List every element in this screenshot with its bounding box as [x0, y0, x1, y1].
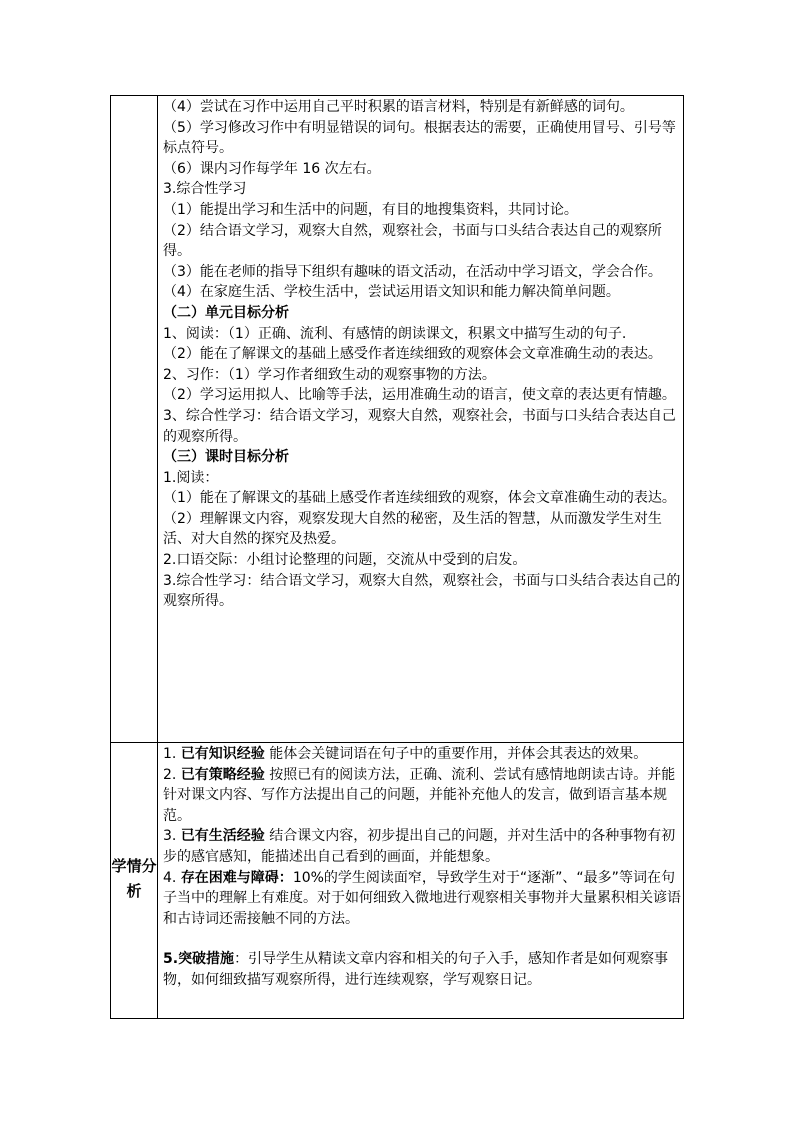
analysis-label: 学情分析 — [111, 857, 157, 900]
row-divider — [111, 742, 683, 743]
lesson-goal-line: 1.阅读： — [163, 469, 219, 486]
goal-line: 3.综合性学习 — [163, 181, 247, 198]
item-number: 3. — [163, 828, 181, 845]
lesson-goal-line: 2.口语交际：小组讨论整理的问题，交流从中受到的启发。 — [163, 552, 527, 569]
item-text: 10%的学生阅读面窄，导致学生对于“逐渐”、“最多”等词在句子当中的理解上有难度。对于如何细致入微地进行观察相关事物并大量累积相关谚语和古诗词还需接触不同的方法。 — [163, 869, 681, 927]
goal-line: （2）结合语文学习，观察大自然，观察社会，书面与口头结合表达自己的观察所得。 — [163, 222, 662, 260]
unit-goal-line: （2）学习运用拟人、比喻等手法，运用准确生动的语言，使文章的表达更有情趣。 — [163, 387, 676, 404]
item-term: 存在困难与障碍： — [180, 869, 293, 886]
item-term: 已有生活经验 — [180, 828, 265, 845]
item-text: 按照已有的阅读方法，正确、流利、尝试有感情地朗读古诗。并能针对课文内容、写作方法提出自己的问题，并能补充他人的发言，做到语言基本规范。 — [163, 766, 676, 824]
analysis-item — [163, 949, 681, 990]
goal-line: （1）能提出学习和生活中的问题，有目的地搜集资料，共同讨论。 — [163, 201, 578, 218]
lesson-goal-line: 3.综合性学习：结合语文学习，观察大自然，观察社会，书面与口头结合表达自己的观察所得。 — [163, 572, 681, 610]
lesson-goal-line: （2）理解课文内容，观察发现大自然的秘密，及生活的智慧，从而激发学生对生活、对大自然的探究及热爱。 — [163, 510, 662, 548]
item-number: 2. — [163, 766, 181, 783]
item-text: 能体会关键词语在句子中的重要作用，并体会其表达的效果。 — [264, 746, 648, 762]
item-number: 5. — [163, 951, 179, 968]
lesson-goals-heading: （三）课时目标分析 — [163, 449, 289, 466]
item-term: 已有策略经验 — [180, 766, 265, 783]
column-divider — [157, 96, 158, 1018]
item-term: 已有知识经验 — [180, 746, 265, 762]
goal-line: （4）尝试在习作中运用自己平时积累的语言材料，特别是有新鲜感的词句。 — [163, 99, 634, 115]
item-number: 1. — [163, 746, 181, 762]
item-number: 4. — [163, 869, 181, 886]
lesson-plan-table — [110, 95, 684, 1019]
unit-goal-line: （2）能在了解课文的基础上感受作者连续细致的观察体会文章准确生动的表达。 — [163, 346, 662, 363]
unit-goal-line: 3、综合性学习：结合语文学习，观察大自然，观察社会，书面与口头结合表达自己的观察所得。 — [163, 407, 676, 445]
item-term: 突破措施 — [178, 951, 235, 968]
unit-goals-heading: （二）单元目标分析 — [163, 304, 289, 321]
goal-line: （5）学习修改习作中有明显错误的词句。根据表达的需要，正确使用冒号、引号等标点符号。 — [163, 119, 676, 157]
lesson-goal-line: （1）能在了解课文的基础上感受作者连续细致的观察，体会文章准确生动的表达。 — [163, 490, 676, 507]
analysis-item — [163, 744, 681, 765]
blank-line — [163, 929, 681, 949]
goal-line: （6）课内习作每学年 16 次左右。 — [163, 160, 381, 177]
analysis-item — [163, 765, 681, 827]
item-text: ：引导学生从精读文章内容和相关的句子入手，感知作者是如何观察事物，如何细致描写观察所得，进行连续观察，学写观察日记。 — [163, 951, 669, 988]
analysis-cell — [163, 744, 681, 991]
analysis-item — [163, 826, 681, 867]
goal-line: （3）能在老师的指导下组织有趣味的语文活动，在活动中学习语文，学会合作。 — [163, 263, 662, 280]
objectives-cell — [163, 97, 681, 612]
item-text: 结合课文内容，初步提出自己的问题，并对生活中的各种事物有初步的感官感知，能描述出自己看到的画面，并能想象。 — [163, 828, 676, 865]
unit-goal-line: 2、习作：（1）学习作者细致生动的观察事物的方法。 — [163, 366, 496, 383]
goal-line: （4）在家庭生活、学校生活中，尝试运用语文知识和能力解决简单问题。 — [163, 284, 620, 301]
analysis-item — [163, 868, 681, 930]
unit-goal-line: 1、阅读：（1）正确、流利、有感情的朗读课文，积累文中描写生动的句子. — [163, 325, 627, 342]
